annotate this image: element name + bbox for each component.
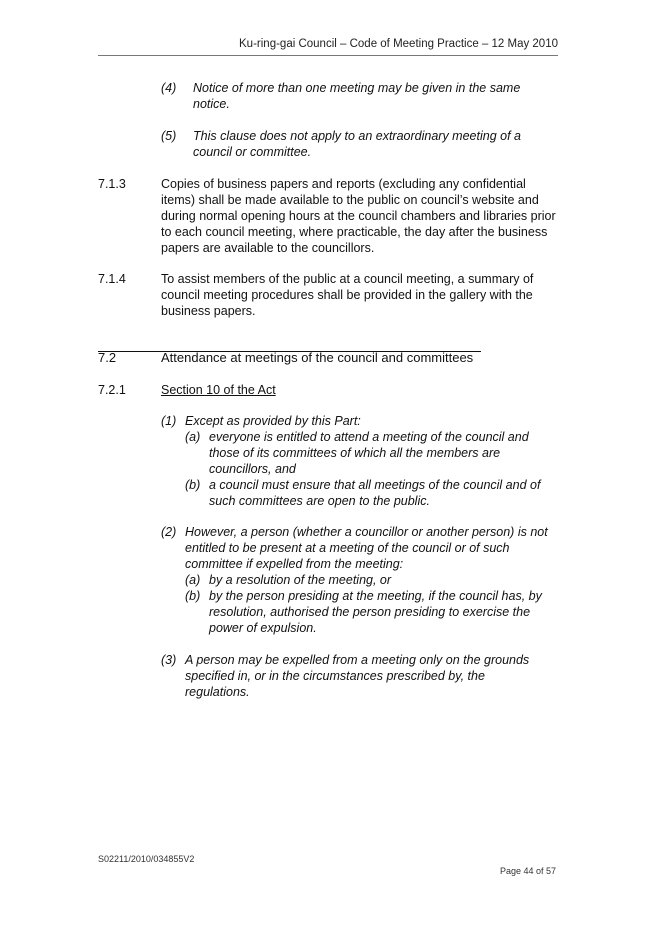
act-paragraph <box>161 652 556 700</box>
section-number: 7.2 <box>98 350 117 365</box>
item-text: This clause does not apply to an extraordinary meeting of a council or committee. <box>193 129 521 159</box>
subparagraph-text: a council must ensure that all meetings of the council and of such committees are open to the public. <box>209 478 541 508</box>
subparagraph-text: everyone is entitled to attend a meeting of the council and those of its committees of which all the members are councillors, and <box>209 430 529 476</box>
act-paragraph <box>161 524 556 572</box>
clause-title: Section 10 of the Act <box>161 383 276 397</box>
subparagraph-text: by the person presiding at the meeting, if the council has, by resolution, authorised the person presiding to exercise the power of expulsion. <box>209 589 542 635</box>
page-number: Page 44 of 57 <box>499 866 556 876</box>
subparagraph-number: (a) <box>185 430 201 444</box>
paragraph-text: Except as provided by this Part: <box>185 414 361 428</box>
section-title: Attendance at meetings of the council and committees <box>161 350 474 365</box>
act-subparagraph <box>185 588 556 636</box>
list-item <box>161 80 556 112</box>
subparagraph-number: (b) <box>185 478 201 492</box>
act-subparagraph <box>185 572 556 588</box>
act-subparagraph <box>185 429 556 477</box>
paragraph-text: A person may be expelled from a meeting only on the grounds specified in, or in the circumstances prescribed by, the regulations. <box>185 653 530 699</box>
subparagraph-number: (b) <box>185 589 201 603</box>
item-number: (4) <box>161 81 177 95</box>
paragraph-number: (3) <box>161 653 177 667</box>
subparagraph-number: (a) <box>185 573 201 587</box>
paragraph-number: (1) <box>161 414 177 428</box>
subparagraph-text: by a resolution of the meeting, or <box>209 573 392 587</box>
item-text: Notice of more than one meeting may be given in the same notice. <box>193 81 521 111</box>
clause-number: 7.1.4 <box>98 272 126 286</box>
clause-text: Copies of business papers and reports (excluding any confidential items) shall be made available to the public on council’s website and during normal opening hours at the council chambers and libraries prior to each council meeting, where practicable, the day after the business papers are available to the councillors. <box>161 177 556 255</box>
section-heading <box>98 350 481 365</box>
item-number: (5) <box>161 129 177 143</box>
list-item <box>161 128 556 160</box>
clause-number: 7.1.3 <box>98 177 126 191</box>
act-paragraph <box>161 413 556 429</box>
act-subparagraph <box>185 477 556 509</box>
page-header: Ku-ring-gai Council – Code of Meeting Practice – 12 May 2010 <box>98 38 558 56</box>
paragraph-text: However, a person (whether a councillor or another person) is not entitled to be present at a meeting of the council or of such committee if expelled from the meeting: <box>185 525 548 571</box>
clause-text: To assist members of the public at a council meeting, a summary of council meeting procedures shall be provided in the gallery with the business papers. <box>161 272 534 318</box>
document-reference: S02211/2010/034855V2 <box>98 854 195 864</box>
clause-number: 7.2.1 <box>98 383 126 397</box>
paragraph-number: (2) <box>161 525 177 539</box>
